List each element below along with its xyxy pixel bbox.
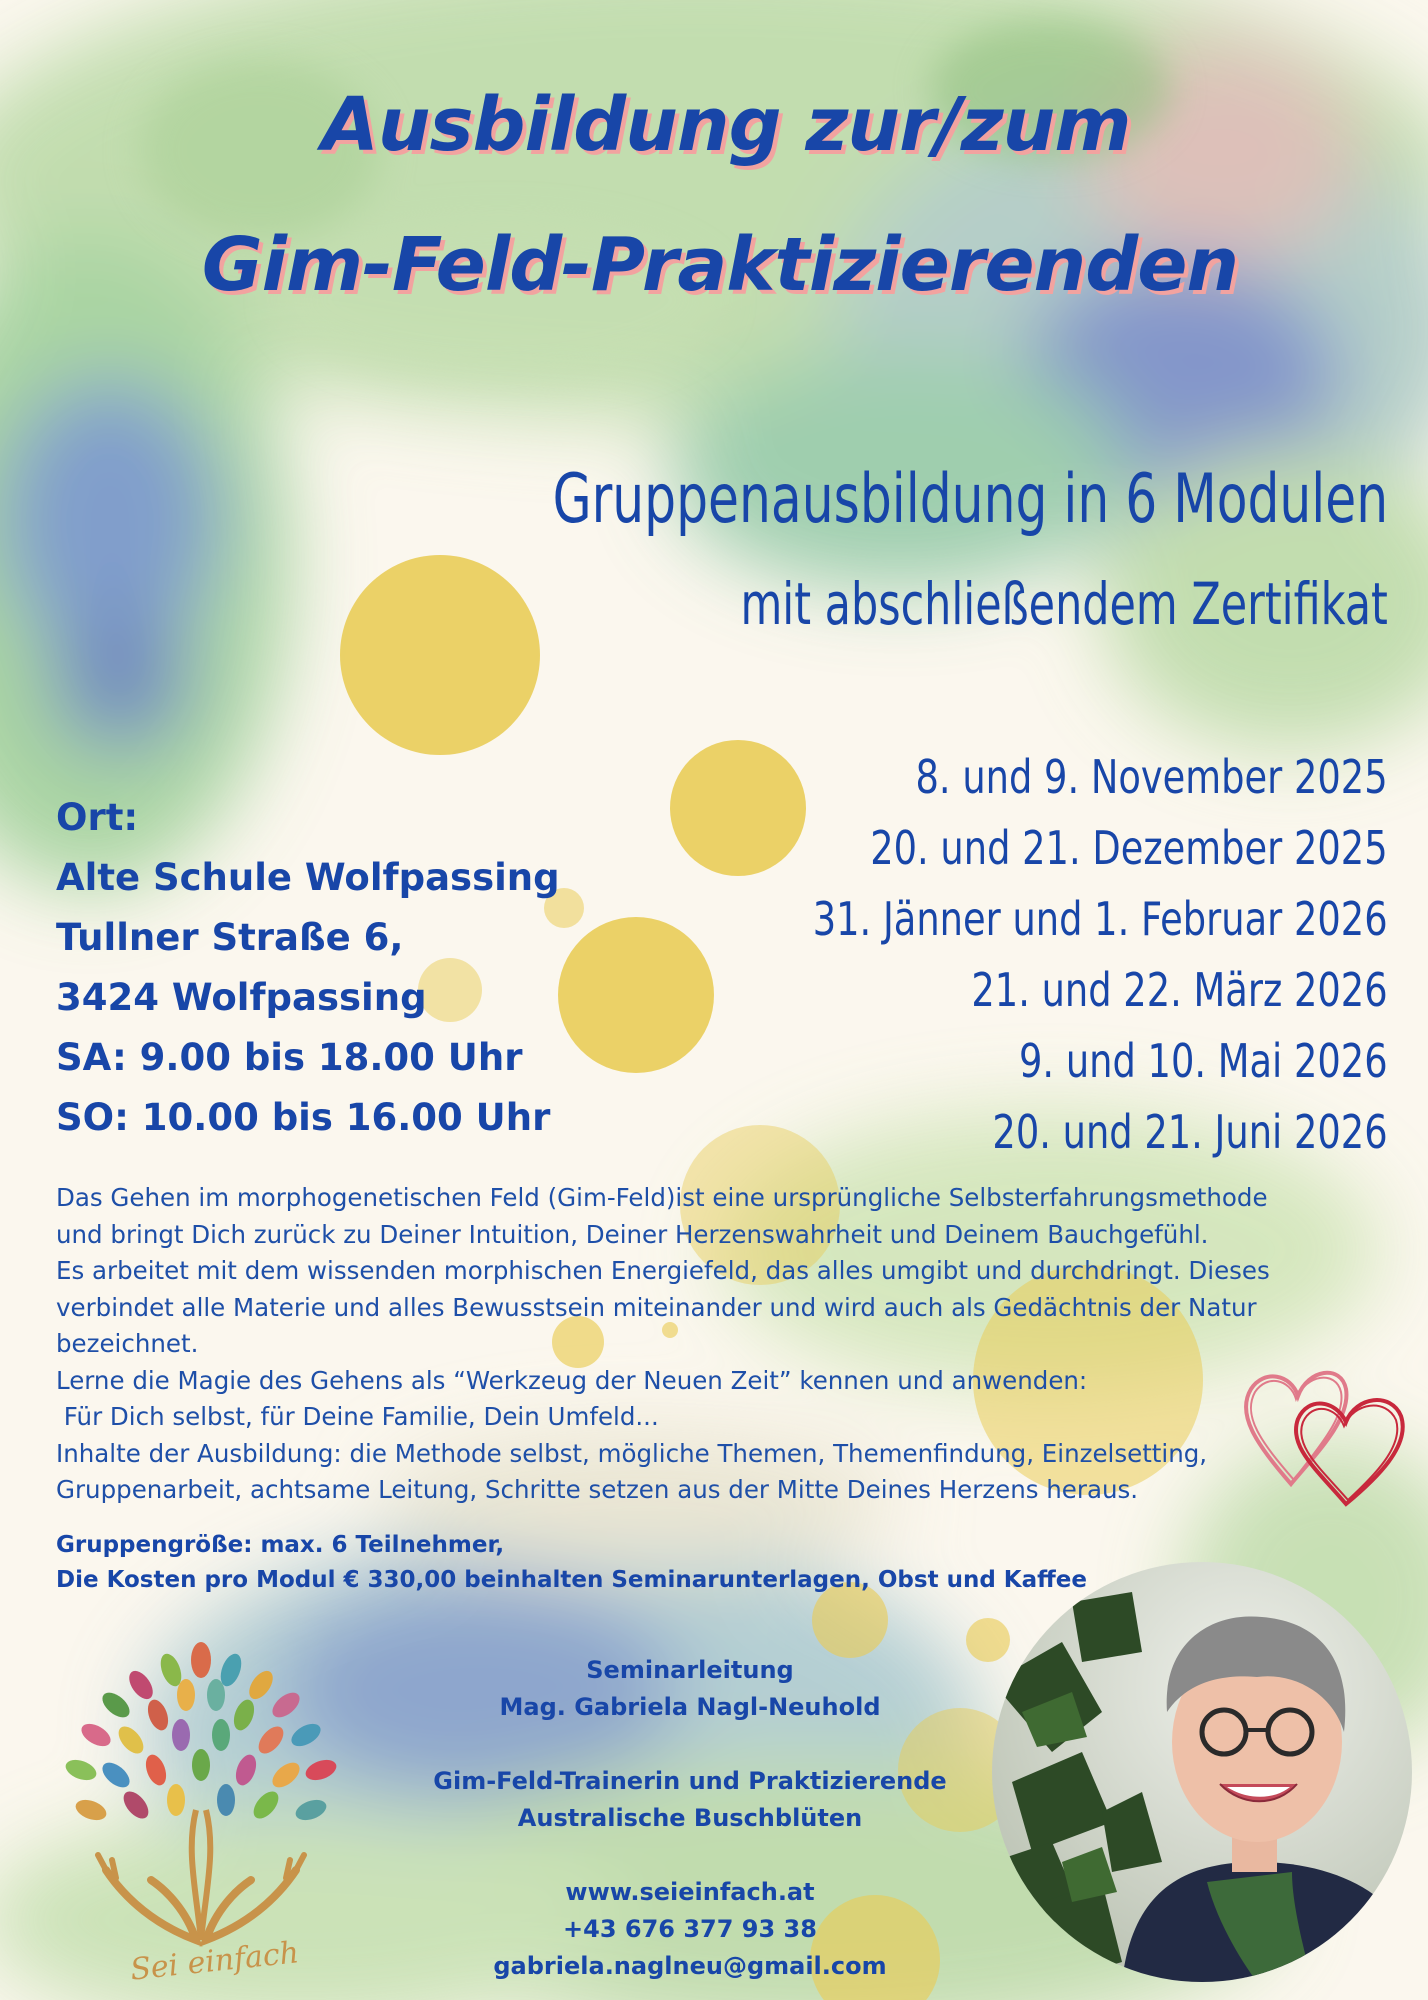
description-line: Lerne die Magie des Gehens als “Werkzeug der Neuen Zeit” kennen und anwenden: <box>56 1365 1088 1395</box>
description-line: Für Dich selbst, für Deine Familie, Dein Umfeld... <box>56 1402 659 1431</box>
title-line-1: Ausbildung zur/zum <box>321 82 1131 168</box>
website-link[interactable]: www.seieinfach.at <box>565 1878 815 1906</box>
date-list <box>669 742 1388 1168</box>
location-city: 3424 Wolfpassing <box>56 976 427 1019</box>
email-link[interactable]: gabriela.naglneu@gmail.com <box>493 1952 887 1980</box>
description-line: Es arbeitet mit dem wissenden morphischen Energiefeld, das alles umgibt und durchdringt. Dieses <box>56 1256 1270 1285</box>
qualification: Australische Buschblüten <box>517 1804 863 1832</box>
sei-einfach-logo <box>46 1640 356 1990</box>
date-item: 9. und 10. Mai 2026 <box>1019 1034 1388 1088</box>
location-heading: Ort: <box>56 796 139 839</box>
description-line: und bringt Dich zurück zu Deiner Intuition, Deiner Herzenswahrheit und Deinem Bauchgefühl. <box>56 1219 1209 1249</box>
description-line: bezeichnet. <box>56 1329 199 1358</box>
date-item: 31. Jänner und 1. Februar 2026 <box>813 892 1388 946</box>
seminar-leader-name: Mag. Gabriela Nagl-Neuhold <box>499 1693 881 1721</box>
description-line: Inhalte der Ausbildung: die Methode selbst, mögliche Themen, Themenfindung, Einzelsetting, <box>56 1438 1208 1468</box>
date-item: 21. und 22. März 2026 <box>971 963 1388 1017</box>
group-size: Gruppengröße: max. 6 Teilnehmer, <box>56 1532 505 1558</box>
subtitle-certificate: mit abschließendem Zertifikat <box>740 570 1388 638</box>
location-block <box>56 788 560 1148</box>
saturday-hours: SA: 9.00 bis 18.00 Uhr <box>56 1036 523 1079</box>
contact-block <box>390 1652 990 1985</box>
location-name: Alte Schule Wolfpassing <box>56 856 560 899</box>
sunday-hours: SO: 10.00 bis 16.00 Uhr <box>56 1096 551 1139</box>
date-item: 8. und 9. November 2025 <box>915 750 1388 804</box>
qualification: Gim-Feld-Trainerin und Praktizierende <box>433 1767 947 1795</box>
location-street: Tullner Straße 6, <box>56 916 404 959</box>
hearts-icon <box>1236 1334 1416 1514</box>
portrait-photo <box>992 1562 1412 1982</box>
logo-text: Sei einfach <box>128 1935 301 1988</box>
costs: Die Kosten pro Modul € 330,00 beinhalten Seminarunterlagen, Obst und Kaffee <box>56 1567 1087 1593</box>
description-line: Das Gehen im morphogenetischen Feld (Gim-Feld)ist eine ursprüngliche Selbsterfahrungsmethode <box>56 1183 1268 1212</box>
description-line: verbindet alle Materie und alles Bewusstsein miteinander und wird auch als Gedächtnis der Natur <box>56 1292 1257 1322</box>
seminar-role: Seminarleitung <box>586 1656 794 1684</box>
date-item: 20. und 21. Juni 2026 <box>992 1105 1388 1159</box>
title-line-2: Gim-Feld-Praktizierenden <box>201 222 1239 308</box>
phone-number[interactable]: +43 676 377 93 38 <box>563 1915 817 1943</box>
description <box>56 1180 1346 1509</box>
subtitle-modules: Gruppenausbildung in 6 Modulen <box>552 460 1388 539</box>
description-line: Gruppenarbeit, achtsame Leitung, Schritte setzen aus der Mitte Deines Herzens heraus. <box>56 1475 1139 1504</box>
date-item: 20. und 21. Dezember 2025 <box>870 821 1388 875</box>
facts-block <box>56 1528 1087 1598</box>
